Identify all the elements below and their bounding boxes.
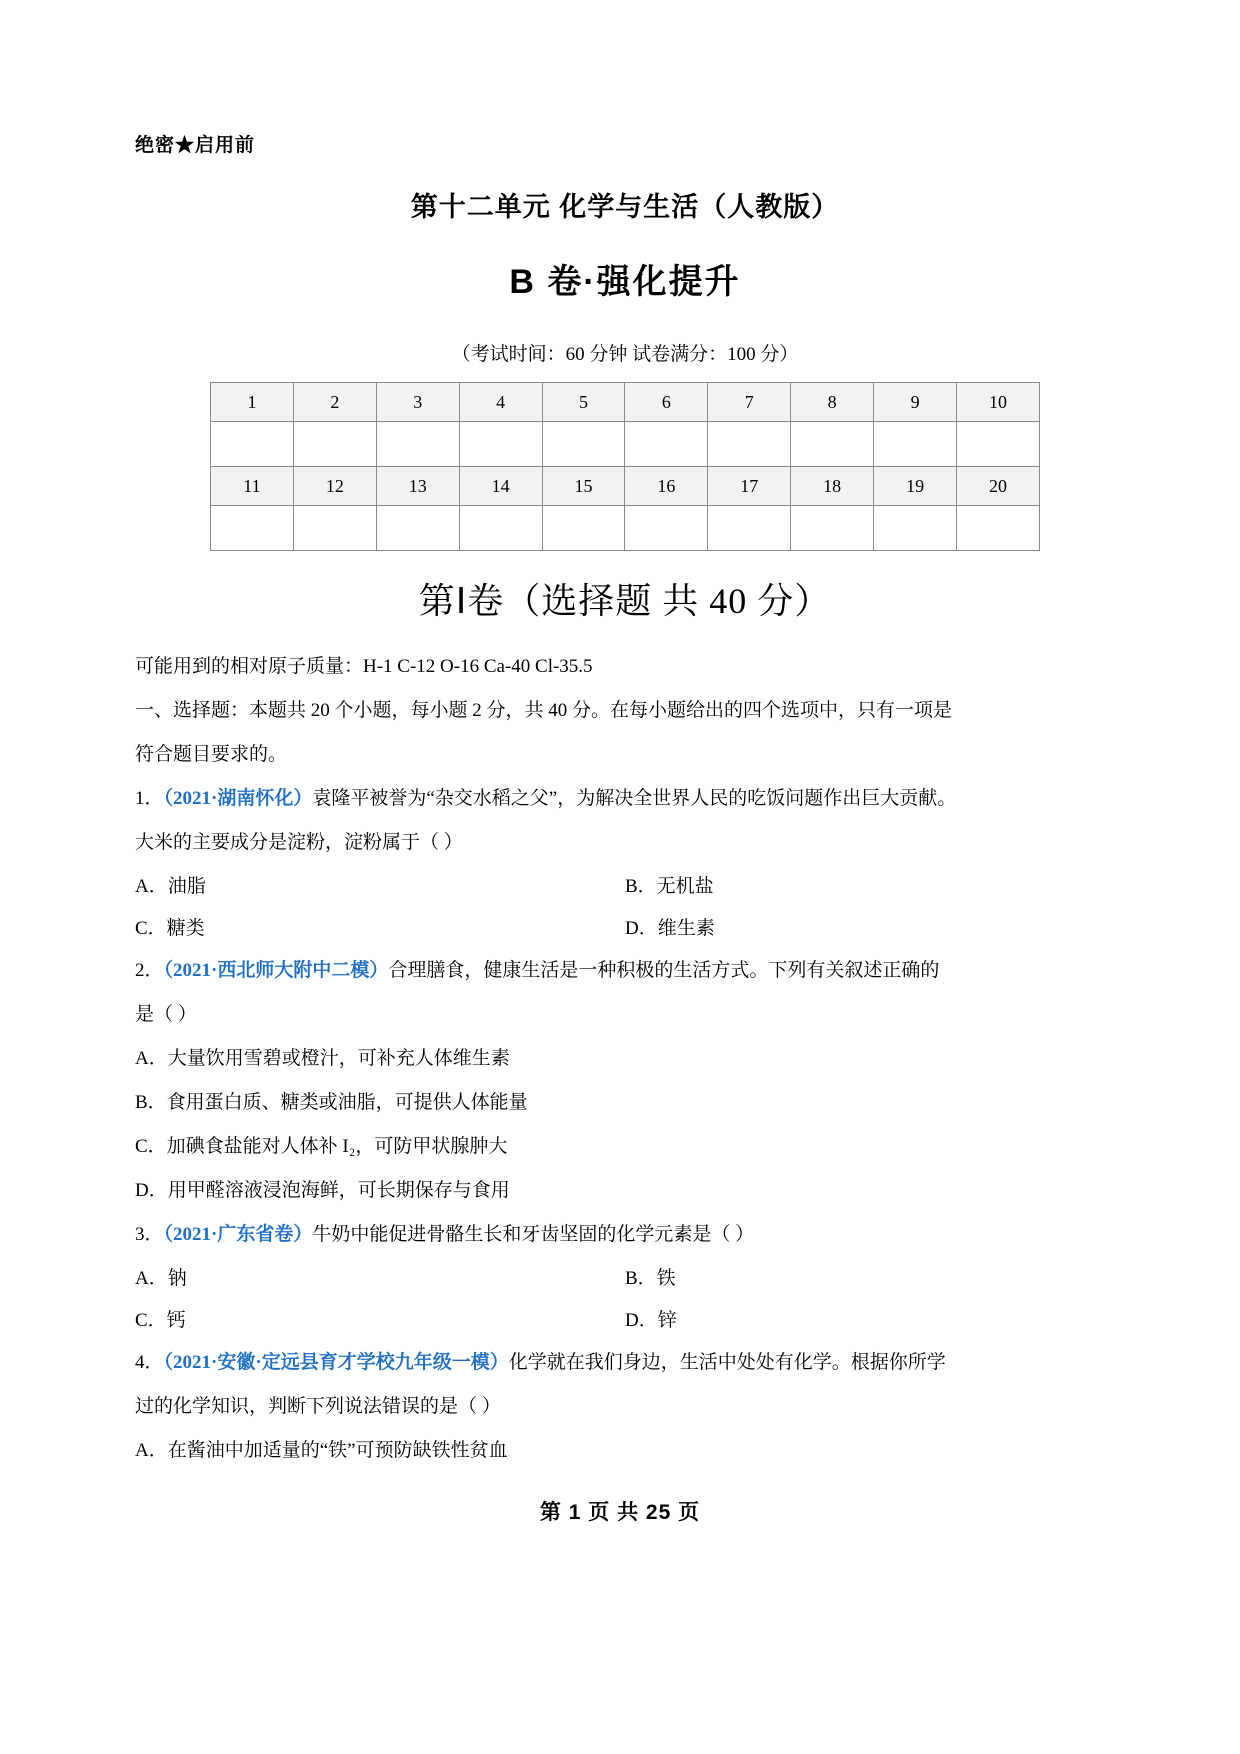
question-1-stem-line-1 — [135, 778, 1115, 820]
answer-grid-number: 18 — [791, 467, 874, 506]
answer-grid-number: 20 — [957, 467, 1040, 506]
answer-grid-number: 11 — [211, 467, 294, 506]
answer-cell[interactable] — [708, 506, 791, 551]
answer-grid-number: 7 — [708, 383, 791, 422]
question-1-options-row-2 — [135, 908, 1115, 950]
answer-grid-number: 1 — [211, 383, 294, 422]
answer-grid-number-row — [211, 467, 1040, 506]
question-3-text: 牛奶中能促进骨骼生长和牙齿坚固的化学元素是（ ） — [312, 1224, 755, 1245]
question-3-number: 3． — [135, 1224, 164, 1245]
question-3-option-b[interactable]: B．铁 — [625, 1268, 676, 1289]
answer-grid-number: 3 — [376, 383, 459, 422]
answer-cell[interactable] — [542, 506, 625, 551]
question-1-stem-line-2: 大米的主要成分是淀粉，淀粉属于（ ） — [135, 832, 463, 853]
question-1-option-d[interactable]: D．维生素 — [625, 918, 715, 939]
exam-info: （考试时间：60 分钟 试卷满分：100 分） — [451, 344, 799, 365]
page-title: 第十二单元 化学与生活（人教版） — [410, 192, 840, 222]
answer-grid-blank-row — [211, 422, 1040, 467]
answer-cell[interactable] — [791, 506, 874, 551]
answer-cell[interactable] — [459, 422, 542, 467]
secret-label: 绝密★启用前 — [135, 135, 256, 156]
question-2-source: （2021·西北师大附中二模） — [163, 960, 389, 981]
answer-cell[interactable] — [376, 422, 459, 467]
answer-grid-number: 17 — [708, 467, 791, 506]
answer-grid-number: 5 — [542, 383, 625, 422]
question-3-options-row-1 — [135, 1258, 1115, 1300]
answer-cell[interactable] — [708, 422, 791, 467]
answer-grid-number: 9 — [874, 383, 957, 422]
question-1-option-c[interactable]: C．糖类 — [135, 918, 205, 939]
question-3-options-row-2 — [135, 1300, 1115, 1342]
question-2-option-c[interactable]: C．加碘食盐能对人体补 I₂，可防甲状腺肿大 — [135, 1136, 508, 1157]
instructions-line-1: 一、选择题：本题共 20 个小题，每小题 2 分，共 40 分。在每小题给出的四个选项中，只有一项是 — [135, 700, 953, 721]
question-1-text: 袁隆平被誉为“杂交水稻之父”，为解决全世界人民的吃饭问题作出巨大贡献。 — [312, 788, 957, 809]
question-1-options-row-1 — [135, 866, 1115, 908]
answer-grid-number: 16 — [625, 467, 708, 506]
answer-grid-number: 15 — [542, 467, 625, 506]
question-1-option-a[interactable]: A．油脂 — [135, 876, 206, 897]
question-4-option-a[interactable]: A．在酱油中加适量的“铁”可预防缺铁性贫血 — [135, 1440, 508, 1461]
answer-grid-number: 6 — [625, 383, 708, 422]
section-title: 第Ⅰ卷（选择题 共 40 分） — [418, 581, 832, 621]
question-4-stem-line-2: 过的化学知识，判断下列说法错误的是（ ） — [135, 1396, 501, 1417]
answer-cell[interactable] — [874, 506, 957, 551]
answer-grid-number: 19 — [874, 467, 957, 506]
question-1 — [135, 778, 1115, 950]
question-3-stem-line-1 — [135, 1214, 1115, 1256]
answer-grid-number-row — [211, 383, 1040, 422]
answer-cell[interactable] — [211, 422, 294, 467]
question-3-option-a[interactable]: A．钠 — [135, 1268, 187, 1289]
atomic-mass-note: 可能用到的相对原子质量：H-1 C-12 O-16 Ca-40 Cl-35.5 — [135, 656, 593, 677]
question-4 — [135, 1342, 1115, 1472]
answer-cell[interactable] — [542, 422, 625, 467]
question-4-text: 化学就在我们身边，生活中处处有化学。根据你所学 — [508, 1352, 946, 1373]
page-subtitle: B 卷·强化提升 — [509, 263, 741, 301]
question-3-option-c[interactable]: C．钙 — [135, 1310, 186, 1331]
answer-grid-number: 10 — [957, 383, 1040, 422]
question-2-text: 合理膳食，健康生活是一种积极的生活方式。下列有关叙述正确的 — [388, 960, 940, 981]
answer-grid-number: 13 — [376, 467, 459, 506]
answer-grid-number: 8 — [791, 383, 874, 422]
instructions-line-2: 符合题目要求的。 — [135, 744, 288, 765]
answer-cell[interactable] — [625, 506, 708, 551]
answer-cell[interactable] — [293, 422, 376, 467]
question-2-stem-line-1 — [135, 950, 1115, 992]
question-2-option-d[interactable]: D．用甲醛溶液浸泡海鲜，可长期保存与食用 — [135, 1180, 510, 1201]
question-4-number: 4． — [135, 1352, 164, 1373]
answer-grid-number: 12 — [293, 467, 376, 506]
answer-cell[interactable] — [211, 506, 294, 551]
answer-cell[interactable] — [293, 506, 376, 551]
question-3-source: （2021·广东省卷） — [163, 1224, 313, 1245]
question-2-number: 2． — [135, 960, 164, 981]
question-3-option-d[interactable]: D．锌 — [625, 1310, 677, 1331]
answer-cell[interactable] — [957, 422, 1040, 467]
answer-cell[interactable] — [459, 506, 542, 551]
document-content — [135, 130, 1115, 1474]
question-2-option-a[interactable]: A．大量饮用雪碧或橙汁，可补充人体维生素 — [135, 1048, 510, 1069]
answer-cell[interactable] — [625, 422, 708, 467]
question-4-stem-line-1 — [135, 1342, 1115, 1384]
question-1-option-b[interactable]: B．无机盐 — [625, 876, 714, 897]
answer-grid-number: 4 — [459, 383, 542, 422]
question-4-source: （2021·安徽·定远县育才学校九年级一模） — [163, 1352, 509, 1373]
question-2-option-b[interactable]: B．食用蛋白质、糖类或油脂，可提供人体能量 — [135, 1092, 528, 1113]
question-1-number: 1． — [135, 788, 164, 809]
question-2 — [135, 950, 1115, 1212]
question-3 — [135, 1214, 1115, 1342]
answer-cell[interactable] — [874, 422, 957, 467]
answer-cell[interactable] — [376, 506, 459, 551]
answer-grid-number: 2 — [293, 383, 376, 422]
answer-cell[interactable] — [957, 506, 1040, 551]
question-2-stem-line-2: 是（ ） — [135, 1004, 197, 1025]
question-1-source: （2021·湖南怀化） — [163, 788, 313, 809]
answer-grid — [210, 382, 1040, 551]
answer-grid-blank-row — [211, 506, 1040, 551]
answer-cell[interactable] — [791, 422, 874, 467]
page-footer: 第 1 页 共 25 页 — [539, 1501, 701, 1524]
answer-grid-number: 14 — [459, 467, 542, 506]
